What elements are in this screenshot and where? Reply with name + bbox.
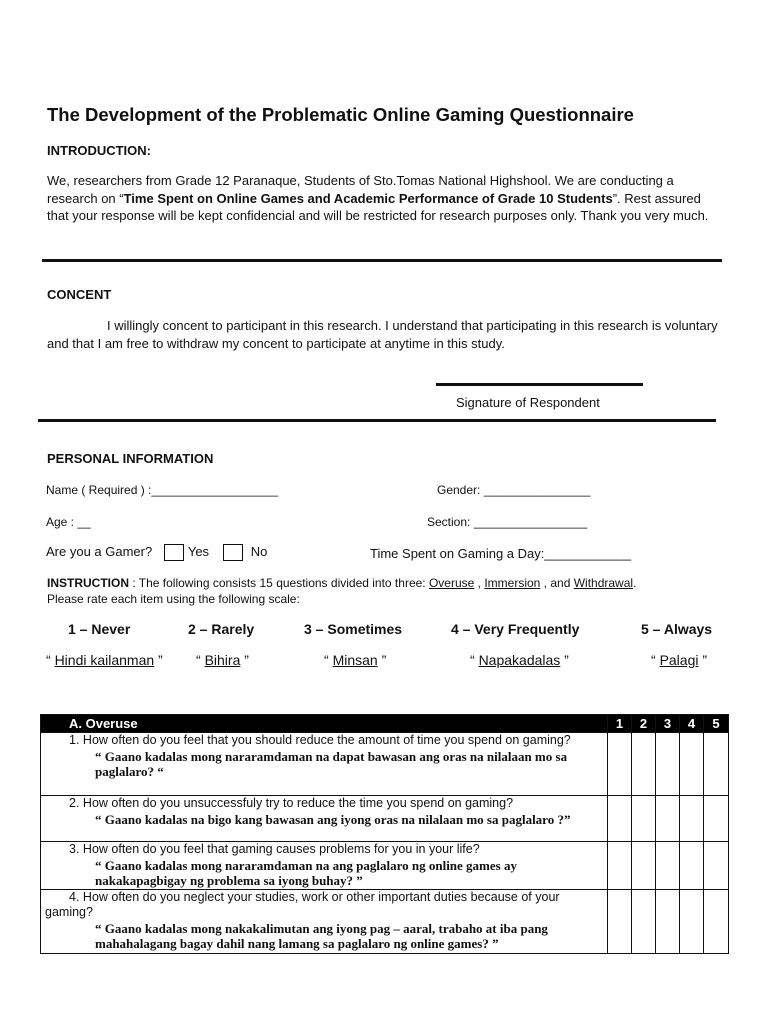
question-number: 4. xyxy=(69,889,80,904)
concent-text: I willingly concent to participant in this research. I understand that participating in this research is voluntary and that I am free to withdraw my concent to participate at anytime in this study. xyxy=(47,318,718,351)
rating-cell[interactable] xyxy=(704,796,729,842)
yes-checkbox[interactable] xyxy=(164,544,184,561)
question-cell xyxy=(41,842,608,890)
tagalog-word: Bihira xyxy=(204,652,241,668)
introduction-heading: INTRODUCTION: xyxy=(47,143,151,158)
category-overuse: Overuse xyxy=(428,576,475,590)
rating-cell[interactable] xyxy=(656,796,680,842)
category-immersion: Immersion xyxy=(484,576,541,590)
rating-cell[interactable] xyxy=(704,733,729,796)
rating-cell[interactable] xyxy=(656,733,680,796)
scale-label-2: 2 – Rarely xyxy=(188,621,255,637)
rating-cell[interactable] xyxy=(632,889,656,953)
rating-col-5: 5 xyxy=(704,715,729,733)
question-tl: “ Gaano kadalas mong nakakalimutan ang iyong pag – aaral, trabaho at iba pang mahahalagang bagay dahil nang lamang sa paglalaro ng online games? ” xyxy=(95,920,548,951)
question-number: 1. xyxy=(69,733,80,747)
question-en: How often do you feel that gaming causes problems for you in your life? xyxy=(82,842,480,856)
overuse-table xyxy=(40,714,729,954)
rating-cell[interactable] xyxy=(656,842,680,890)
section-field[interactable]: Section: _________________ xyxy=(427,515,588,529)
tagalog-word: Hindi kailanman xyxy=(54,652,155,668)
name-field[interactable]: Name ( Required ) :___________________ xyxy=(46,483,279,497)
rating-cell[interactable] xyxy=(608,842,632,890)
rating-cell[interactable] xyxy=(680,733,704,796)
question-cell xyxy=(41,733,608,796)
tagalog-word: Palagi xyxy=(659,652,699,668)
question-cell xyxy=(41,889,608,953)
personal-info-heading: PERSONAL INFORMATION xyxy=(47,451,214,466)
question-number: 2. xyxy=(69,796,80,810)
rating-cell[interactable] xyxy=(608,733,632,796)
gender-field[interactable]: Gender: ________________ xyxy=(437,483,591,497)
rating-col-4: 4 xyxy=(680,715,704,733)
rating-col-3: 3 xyxy=(656,715,680,733)
table-header-row xyxy=(41,715,729,733)
no-checkbox[interactable] xyxy=(223,544,243,561)
scale-label-1: 1 – Never xyxy=(68,621,131,637)
tagalog-word: Napakadalas xyxy=(478,652,561,668)
rating-cell[interactable] xyxy=(680,889,704,953)
intro-text-part: ”. Rest assured that your response will be kept confidencial and will be restricted for research purposes only. Thank you very much. xyxy=(47,190,709,223)
gamer-question-label: Are you a Gamer? xyxy=(46,544,153,559)
category-withdrawal: Withdrawal xyxy=(573,576,634,590)
table-row xyxy=(41,842,729,890)
age-field[interactable]: Age : __ xyxy=(46,515,91,529)
question-cell xyxy=(41,796,608,842)
scale-label-5: 5 – Always xyxy=(641,621,713,637)
rating-cell[interactable] xyxy=(656,889,680,953)
scale-tagalog-3: “ Minsan ” xyxy=(324,652,387,668)
tagalog-word: Minsan xyxy=(332,652,378,668)
time-spent-field[interactable]: Time Spent on Gaming a Day:____________ xyxy=(370,546,632,561)
rating-cell[interactable] xyxy=(632,842,656,890)
scale-tagalog-1: “ Hindi kailanman ” xyxy=(46,652,163,668)
rating-cell[interactable] xyxy=(680,842,704,890)
question-number: 3. xyxy=(69,842,80,856)
rating-cell[interactable] xyxy=(632,733,656,796)
scale-tagalog-5: “ Palagi ” xyxy=(651,652,708,668)
intro-text-part: We, researchers from Grade 12 Paranaque, Students of Sto.Tomas National Highshool. We are conducting a research on “ xyxy=(47,173,674,206)
scale-label-3: 3 – Sometimes xyxy=(304,621,403,637)
section-label: A. Overuse xyxy=(41,715,608,733)
no-label: No xyxy=(250,544,268,559)
scale-label-4: 4 – Very Frequently xyxy=(451,621,580,637)
question-tl: “ Gaano kadalas mong nararamdaman na dapat bawasan ang oras na nilalaan mo sa paglalaro? “ xyxy=(95,748,568,779)
signature-label: Signature of Respondent xyxy=(456,395,600,410)
table-row xyxy=(41,796,729,842)
instruction-line2: Please rate each item using the following scale: xyxy=(47,592,300,606)
page-title: The Development of the Problematic Online Gaming Questionnaire xyxy=(47,104,634,125)
rating-cell[interactable] xyxy=(704,889,729,953)
rating-col-1: 1 xyxy=(608,715,632,733)
rating-cell[interactable] xyxy=(632,796,656,842)
rating-cell[interactable] xyxy=(704,842,729,890)
rating-cell[interactable] xyxy=(608,889,632,953)
divider xyxy=(42,259,722,262)
introduction-text xyxy=(47,172,723,225)
scale-tagalog-2: “ Bihira ” xyxy=(196,652,249,668)
question-en: How often do you neglect your studies, work or other important duties because of your gaming? xyxy=(45,889,560,919)
rating-cell[interactable] xyxy=(680,796,704,842)
separator: , xyxy=(474,576,485,590)
instruction-text: : The following consists 15 questions divided into three: xyxy=(129,576,429,590)
rating-cell[interactable] xyxy=(608,796,632,842)
divider xyxy=(38,419,716,422)
instruction xyxy=(47,576,636,590)
research-title: Time Spent on Online Games and Academic Performance of Grade 10 Students xyxy=(123,190,613,206)
separator: , and xyxy=(540,576,574,590)
gamer-question xyxy=(46,544,267,561)
question-tl: “ Gaano kadalas na bigo kang bawasan ang iyong oras na nilalaan mo sa paglalaro ?” xyxy=(95,811,571,827)
concent-heading: CONCENT xyxy=(47,287,112,302)
question-tl: “ Gaano kadalas mong nararamdaman na ang paglalaro ng online games ay nakakapagbigay ng problema sa iyong buhay? ” xyxy=(95,857,517,888)
signature-line[interactable] xyxy=(436,383,643,386)
separator: . xyxy=(633,576,637,590)
table-row xyxy=(41,889,729,953)
question-en: How often do you feel that you should reduce the amount of time you spend on gaming? xyxy=(82,733,571,747)
instruction-label: INSTRUCTION xyxy=(47,576,129,590)
question-en: How often do you unsuccessfuly try to reduce the time you spend on gaming? xyxy=(82,796,514,810)
table-row xyxy=(41,733,729,796)
yes-label: Yes xyxy=(187,544,210,559)
scale-tagalog-4: “ Napakadalas ” xyxy=(470,652,569,668)
rating-col-2: 2 xyxy=(632,715,656,733)
